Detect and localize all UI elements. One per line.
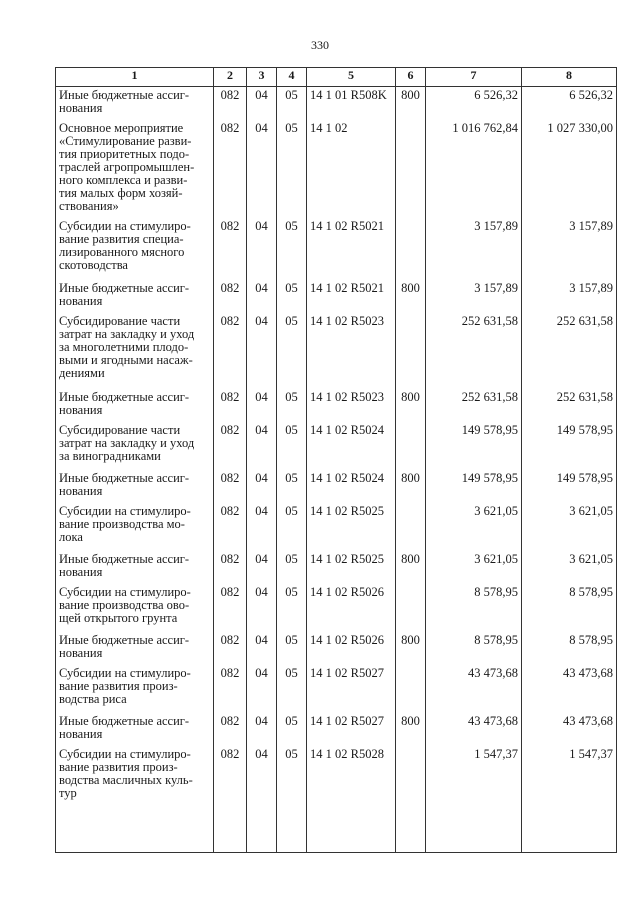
amount-col7-cell: 8 578,95 — [426, 632, 522, 665]
amount-col8-cell: 43 473,68 — [522, 665, 617, 713]
row-name-cell: Иные бюджетные ассиг- нования — [56, 389, 214, 422]
table-row — [56, 313, 617, 389]
target-article-cell: 14 1 02 R5027 — [307, 665, 396, 713]
column-header: 5 — [307, 68, 396, 87]
subsection-cell: 05 — [277, 218, 307, 280]
table-row — [56, 218, 617, 280]
target-article-cell: 14 1 02 R5021 — [307, 218, 396, 280]
ministry-code-cell: 082 — [214, 551, 247, 584]
target-article-cell: 14 1 02 R5024 — [307, 470, 396, 503]
amount-col7-cell: 149 578,95 — [426, 470, 522, 503]
ministry-code-cell: 082 — [214, 218, 247, 280]
amount-col8-cell: 8 578,95 — [522, 632, 617, 665]
subsection-cell: 05 — [277, 313, 307, 389]
expense-type-cell: 800 — [396, 551, 426, 584]
table-row — [56, 422, 617, 470]
amount-col7-cell: 43 473,68 — [426, 665, 522, 713]
expense-type-cell — [396, 218, 426, 280]
section-cell: 04 — [247, 280, 277, 313]
expense-type-cell — [396, 120, 426, 218]
ministry-code-cell: 082 — [214, 313, 247, 389]
table-row — [56, 632, 617, 665]
target-article-cell: 14 1 02 R5023 — [307, 389, 396, 422]
subsection-cell: 05 — [277, 422, 307, 470]
section-cell: 04 — [247, 422, 277, 470]
row-name-cell: Субсидии на стимулиро- вание производства ово- щей открытого грунта — [56, 584, 214, 632]
expense-type-cell: 800 — [396, 87, 426, 120]
empty-cell — [396, 820, 426, 853]
amount-col8-cell: 1 027 330,00 — [522, 120, 617, 218]
target-article-cell: 14 1 02 R5024 — [307, 422, 396, 470]
column-header: 3 — [247, 68, 277, 87]
expense-type-cell — [396, 584, 426, 632]
row-name-cell: Иные бюджетные ассиг- нования — [56, 632, 214, 665]
empty-cell — [426, 820, 522, 853]
amount-col8-cell: 6 526,32 — [522, 87, 617, 120]
ministry-code-cell: 082 — [214, 665, 247, 713]
expense-type-cell — [396, 313, 426, 389]
table-row — [56, 584, 617, 632]
budget-table — [55, 67, 617, 853]
column-header: 4 — [277, 68, 307, 87]
page-number: 330 — [311, 38, 329, 52]
table-row — [56, 470, 617, 503]
empty-cell — [247, 820, 277, 853]
table-row — [56, 746, 617, 820]
amount-col8-cell: 43 473,68 — [522, 713, 617, 746]
subsection-cell: 05 — [277, 632, 307, 665]
target-article-cell: 14 1 02 R5028 — [307, 746, 396, 820]
subsection-cell: 05 — [277, 503, 307, 551]
table-row — [56, 503, 617, 551]
table-row — [56, 280, 617, 313]
amount-col7-cell: 1 547,37 — [426, 746, 522, 820]
row-name-cell: Иные бюджетные ассиг- нования — [56, 713, 214, 746]
subsection-cell: 05 — [277, 470, 307, 503]
table-row — [56, 551, 617, 584]
ministry-code-cell: 082 — [214, 120, 247, 218]
ministry-code-cell: 082 — [214, 584, 247, 632]
empty-cell — [277, 820, 307, 853]
section-cell: 04 — [247, 120, 277, 218]
row-name-cell: Субсидии на стимулиро- вание производства мо- лока — [56, 503, 214, 551]
section-cell: 04 — [247, 470, 277, 503]
expense-type-cell — [396, 746, 426, 820]
column-header: 8 — [522, 68, 617, 87]
row-name-cell: Субсидирование части затрат на закладку и уход за виноградниками — [56, 422, 214, 470]
ministry-code-cell: 082 — [214, 422, 247, 470]
section-cell: 04 — [247, 665, 277, 713]
amount-col7-cell: 3 621,05 — [426, 551, 522, 584]
subsection-cell: 05 — [277, 665, 307, 713]
section-cell: 04 — [247, 389, 277, 422]
amount-col8-cell: 252 631,58 — [522, 389, 617, 422]
subsection-cell: 05 — [277, 389, 307, 422]
ministry-code-cell: 082 — [214, 746, 247, 820]
target-article-cell: 14 1 02 R5025 — [307, 503, 396, 551]
amount-col7-cell: 3 157,89 — [426, 280, 522, 313]
table-row — [56, 713, 617, 746]
expense-type-cell — [396, 665, 426, 713]
ministry-code-cell: 082 — [214, 389, 247, 422]
amount-col8-cell: 8 578,95 — [522, 584, 617, 632]
amount-col7-cell: 3 157,89 — [426, 218, 522, 280]
table-row — [56, 87, 617, 120]
table-continuation-space — [56, 820, 617, 853]
ministry-code-cell: 082 — [214, 503, 247, 551]
expense-type-cell: 800 — [396, 470, 426, 503]
section-cell: 04 — [247, 584, 277, 632]
empty-cell — [307, 820, 396, 853]
row-name-cell: Субсидии на стимулиро- вание развития специа- лизированного мясного скотоводства — [56, 218, 214, 280]
expense-type-cell — [396, 422, 426, 470]
target-article-cell: 14 1 02 R5025 — [307, 551, 396, 584]
section-cell: 04 — [247, 713, 277, 746]
amount-col8-cell: 252 631,58 — [522, 313, 617, 389]
amount-col8-cell: 3 621,05 — [522, 503, 617, 551]
amount-col7-cell: 252 631,58 — [426, 313, 522, 389]
row-name-cell: Субсидии на стимулиро- вание развития произ- водства риса — [56, 665, 214, 713]
target-article-cell: 14 1 02 R5026 — [307, 584, 396, 632]
section-cell: 04 — [247, 632, 277, 665]
target-article-cell: 14 1 02 R5026 — [307, 632, 396, 665]
amount-col7-cell: 43 473,68 — [426, 713, 522, 746]
expense-type-cell: 800 — [396, 389, 426, 422]
subsection-cell: 05 — [277, 746, 307, 820]
section-cell: 04 — [247, 87, 277, 120]
amount-col8-cell: 3 621,05 — [522, 551, 617, 584]
target-article-cell: 14 1 02 R5021 — [307, 280, 396, 313]
subsection-cell: 05 — [277, 713, 307, 746]
column-header: 7 — [426, 68, 522, 87]
amount-col8-cell: 149 578,95 — [522, 422, 617, 470]
subsection-cell: 05 — [277, 280, 307, 313]
section-cell: 04 — [247, 218, 277, 280]
amount-col8-cell: 3 157,89 — [522, 218, 617, 280]
table-row — [56, 120, 617, 218]
row-name-cell: Субсидирование части затрат на закладку и уход за многолетними плодо- выми и ягодными насаж- дениями — [56, 313, 214, 389]
empty-cell — [522, 820, 617, 853]
section-cell: 04 — [247, 313, 277, 389]
section-cell: 04 — [247, 503, 277, 551]
amount-col8-cell: 1 547,37 — [522, 746, 617, 820]
ministry-code-cell: 082 — [214, 87, 247, 120]
ministry-code-cell: 082 — [214, 632, 247, 665]
table-row — [56, 665, 617, 713]
subsection-cell: 05 — [277, 120, 307, 218]
empty-cell — [56, 820, 214, 853]
table-body — [56, 87, 617, 853]
expense-type-cell: 800 — [396, 632, 426, 665]
row-name-cell: Основное мероприятие «Стимулирование разви- тия приоритетных подо- траслей агропромышлен- ного комплекса и разви- тия малых форм хозяй- ствования» — [56, 120, 214, 218]
amount-col7-cell: 252 631,58 — [426, 389, 522, 422]
amount-col8-cell: 149 578,95 — [522, 470, 617, 503]
row-name-cell: Иные бюджетные ассиг- нования — [56, 280, 214, 313]
table-row — [56, 389, 617, 422]
expense-type-cell: 800 — [396, 713, 426, 746]
amount-col8-cell: 3 157,89 — [522, 280, 617, 313]
ministry-code-cell: 082 — [214, 470, 247, 503]
subsection-cell: 05 — [277, 87, 307, 120]
amount-col7-cell: 149 578,95 — [426, 422, 522, 470]
target-article-cell: 14 1 02 R5027 — [307, 713, 396, 746]
ministry-code-cell: 082 — [214, 713, 247, 746]
amount-col7-cell: 1 016 762,84 — [426, 120, 522, 218]
empty-cell — [214, 820, 247, 853]
column-header: 2 — [214, 68, 247, 87]
row-name-cell: Иные бюджетные ассиг- нования — [56, 87, 214, 120]
column-header: 1 — [56, 68, 214, 87]
ministry-code-cell: 082 — [214, 280, 247, 313]
row-name-cell: Субсидии на стимулиро- вание развития произ- водства масличных куль- тур — [56, 746, 214, 820]
amount-col7-cell: 8 578,95 — [426, 584, 522, 632]
target-article-cell: 14 1 02 R5023 — [307, 313, 396, 389]
amount-col7-cell: 3 621,05 — [426, 503, 522, 551]
section-cell: 04 — [247, 551, 277, 584]
row-name-cell: Иные бюджетные ассиг- нования — [56, 470, 214, 503]
target-article-cell: 14 1 02 — [307, 120, 396, 218]
row-name-cell: Иные бюджетные ассиг- нования — [56, 551, 214, 584]
subsection-cell: 05 — [277, 551, 307, 584]
amount-col7-cell: 6 526,32 — [426, 87, 522, 120]
subsection-cell: 05 — [277, 584, 307, 632]
expense-type-cell: 800 — [396, 280, 426, 313]
section-cell: 04 — [247, 746, 277, 820]
column-header: 6 — [396, 68, 426, 87]
expense-type-cell — [396, 503, 426, 551]
table-header-row — [56, 68, 617, 87]
target-article-cell: 14 1 01 R508K — [307, 87, 396, 120]
